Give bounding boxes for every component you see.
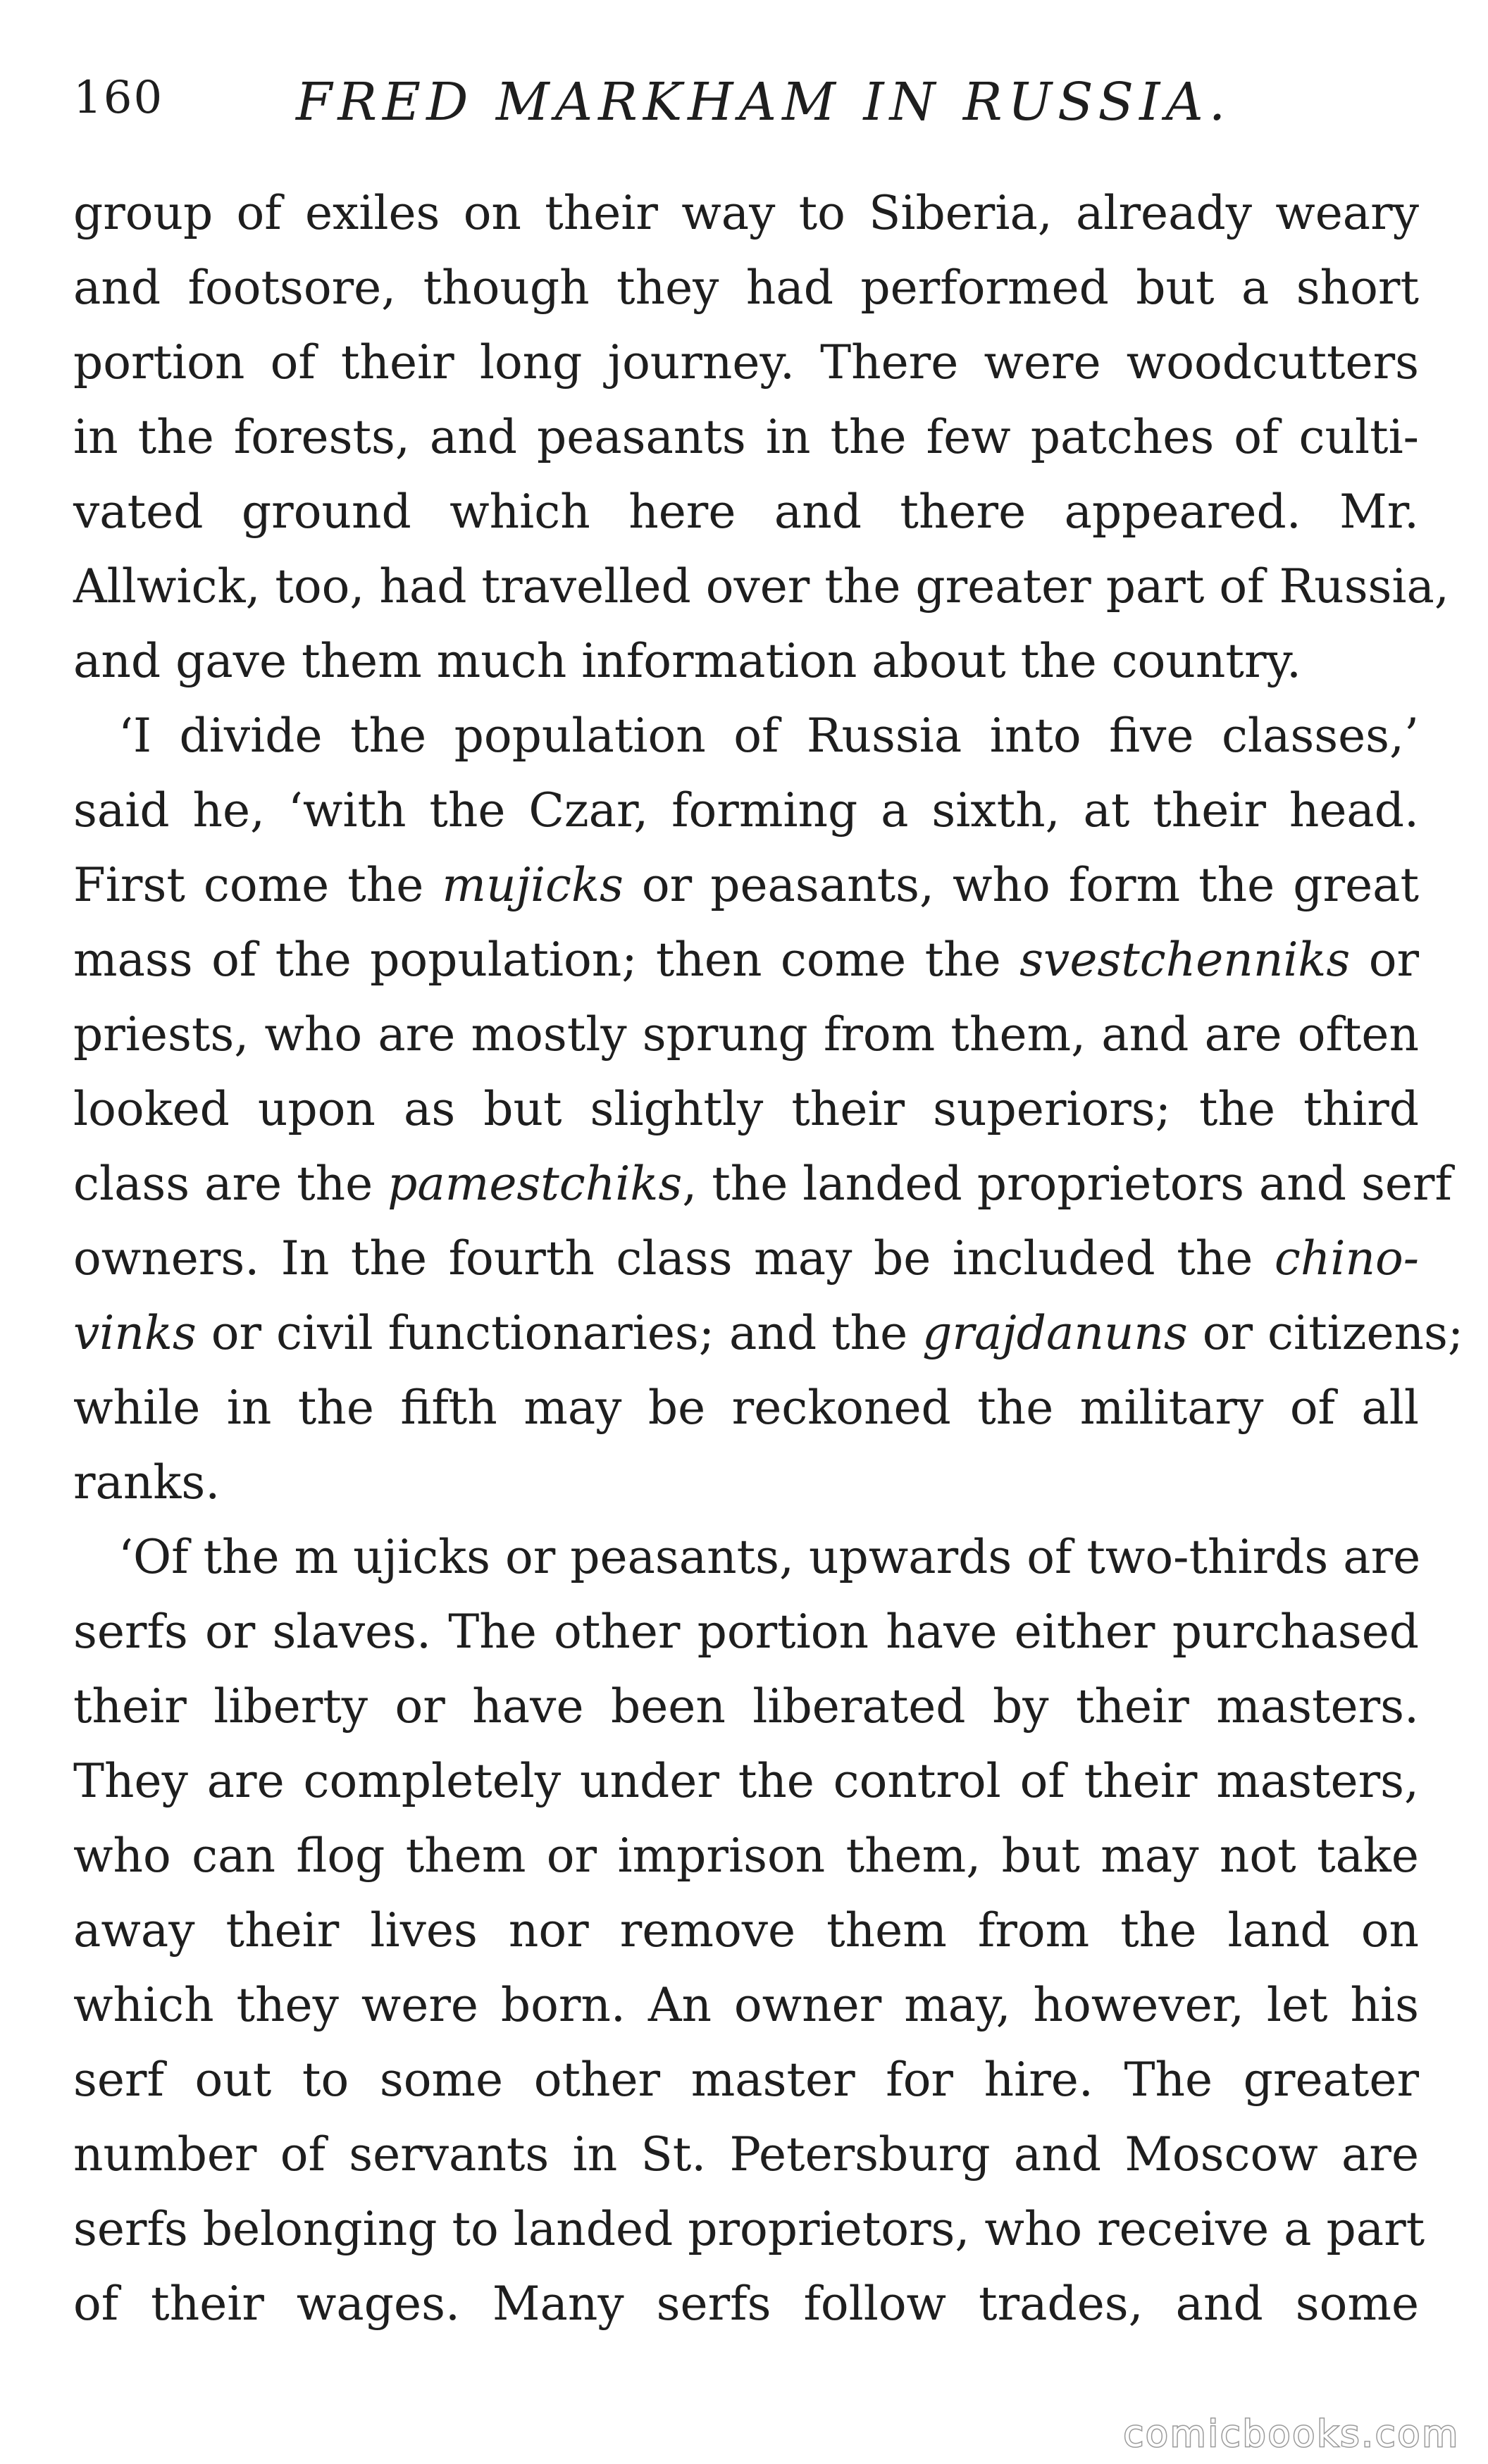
text-line: class are the pamestchiks, the landed proprietors and serf: [73, 1157, 1452, 1211]
text-line: away their lives nor remove them from the land on: [73, 1903, 1419, 1958]
text-line: and footsore, though they had performed but a short: [73, 261, 1419, 315]
text-line: who can flog them or imprison them, but may not take: [73, 1829, 1419, 1883]
text-line: serfs or slaves. The other portion have either purchased: [73, 1605, 1419, 1659]
text-line: while in the fifth may be reckoned the military of all: [73, 1381, 1419, 1435]
text-line: said he, ‘with the Czar, forming a sixth, at their head.: [73, 783, 1419, 838]
text-line: ‘Of the m ujicks or peasants, upwards of two-thirds are: [118, 1530, 1421, 1584]
italic-term: pamestchiks: [388, 1157, 683, 1211]
text-line: First come the mujicks or peasants, who form the great: [73, 858, 1419, 912]
text-line: vinks or civil functionaries; and the grajdanuns or citizens;: [73, 1306, 1464, 1360]
text-line: looked upon as but slightly their superiors; the third: [73, 1082, 1419, 1136]
text-line: Allwick, too, had travelled over the greater part of Russia,: [73, 559, 1449, 614]
running-head: [73, 62, 1412, 139]
text-line: mass of the population; then come the svestchenniks or: [73, 933, 1419, 987]
text-line: owners. In the fourth class may be included the chino-: [73, 1231, 1419, 1286]
text-line: vated ground which here and there appeared. Mr.: [73, 485, 1419, 539]
text-line: ‘I divide the population of Russia into five classes,’: [118, 709, 1419, 763]
text-line: in the forests, and peasants in the few patches of culti-: [73, 410, 1419, 464]
italic-term: mujicks: [442, 858, 624, 912]
text-line: and gave them much information about the country.: [73, 634, 1302, 688]
text-line: group of exiles on their way to Siberia, already weary: [73, 186, 1419, 240]
text-line: of their wages. Many serfs follow trades, and some: [73, 2277, 1419, 2331]
text-line: serfs belonging to landed proprietors, who receive a part: [73, 2202, 1425, 2256]
watermark: comicbooks.com: [1123, 2413, 1460, 2456]
page-number: 160: [73, 72, 164, 124]
text-line: ranks.: [73, 1455, 221, 1510]
italic-term: grajdanuns: [922, 1306, 1188, 1360]
italic-term: svestchenniks: [1019, 933, 1351, 987]
text-line: portion of their long journey. There were woodcutters: [73, 335, 1419, 390]
italic-term: chino-: [1274, 1231, 1419, 1286]
italic-term: vinks: [73, 1306, 197, 1360]
text-line: priests, who are mostly sprung from them, and are often: [73, 1007, 1419, 1062]
text-line: serf out to some other master for hire. The greater: [73, 2053, 1419, 2107]
running-title: FRED MARKHAM IN RUSSIA.: [296, 72, 1232, 132]
text-line: their liberty or have been liberated by their masters.: [73, 1679, 1419, 1734]
body-text: [73, 176, 1464, 2341]
text-line: They are completely under the control of their masters,: [73, 1754, 1419, 1808]
text-line: which they were born. An owner may, however, let his: [73, 1978, 1419, 2032]
text-line: number of servants in St. Petersburg and Moscow are: [73, 2127, 1419, 2182]
